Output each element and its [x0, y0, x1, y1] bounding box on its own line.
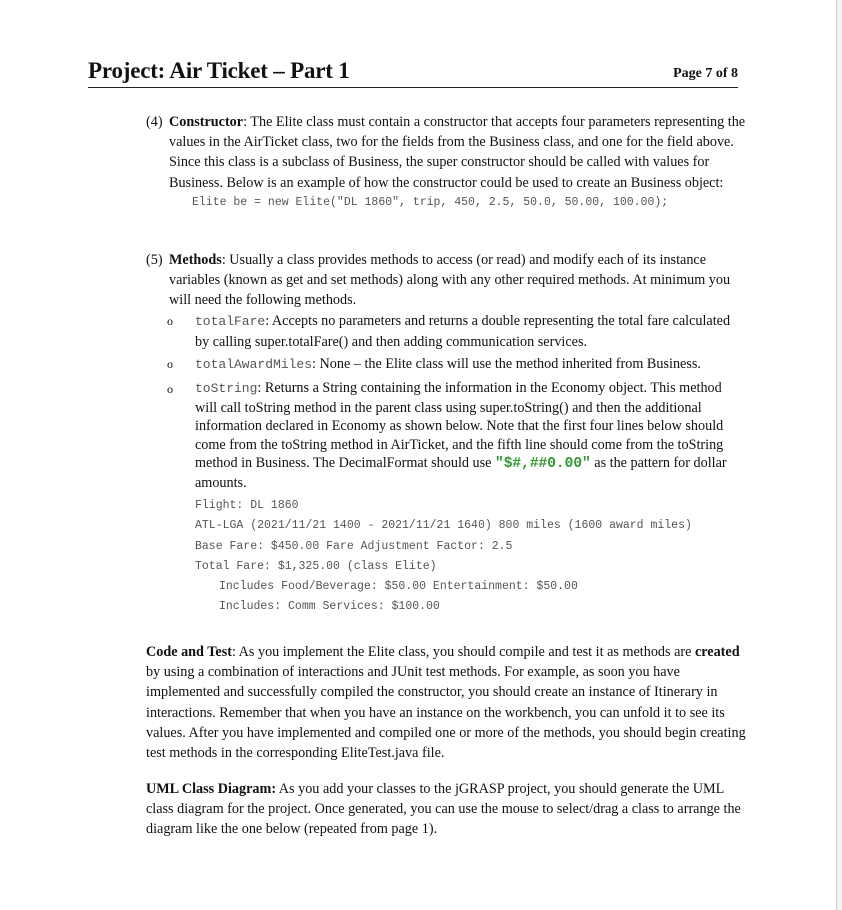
method-desc: : Returns a String containing the information in the Economy object. This method will call toString method in the parent class using super.toString() and then the additional information declared in Economy as shown below. Note that the first four lines below should come from the toString method in AirTicket, and the fifth line should come from the toString method in Business. The DecimalFormat should use [195, 380, 724, 472]
method-desc: : Accepts no parameters and returns a double representing the total fare calculated by calling super.totalFare() and then adding communication services. [195, 312, 731, 350]
section-number: (5) [146, 252, 163, 268]
section-text: : Usually a class provides methods to access (or read) and modify each of its instance variables (known as get and set methods) along with any other required methods. At minimum you will need the following methods. [169, 252, 731, 309]
paragraph-text: : As you implement the Elite class, you should compile and test it as methods are [231, 644, 695, 660]
method-item-tostring [169, 379, 746, 617]
method-name: toString [195, 381, 258, 397]
method-name: totalFare [195, 313, 266, 329]
output-line: ATL-LGA (2021/11/21 1400 - 2021/11/21 1640) 800 miles (1600 award miles) [195, 519, 692, 533]
output-line: Includes Food/Beverage: $50.00 Entertainment: $50.00 [219, 580, 578, 594]
section-number: (4) [146, 114, 163, 130]
method-name: totalAwardMiles [195, 357, 313, 373]
uml-paragraph [146, 779, 746, 840]
paragraph-bold-word: created [694, 644, 740, 660]
page-number: Page 7 of 8 [673, 66, 738, 81]
constructor-section [146, 112, 746, 213]
code-and-test-paragraph [146, 642, 746, 763]
output-line: Flight: DL 1860 [195, 499, 299, 513]
output-line: Base Fare: $450.00 Fare Adjustment Factor: 2.5 [195, 539, 513, 553]
method-desc: : None – the Elite class will use the method inherited from Business. [312, 356, 701, 373]
methods-section [146, 250, 746, 617]
dollar-pattern: "$#,##0.00" [495, 456, 591, 473]
bullet-icon: o [167, 382, 173, 397]
bullet-icon: o [167, 313, 173, 328]
paragraph-text: As you add your classes to the jGRASP project, you should generate the UML class diagram for the project. Once generated, you can use the mouse to select/drag a class to arrange the diagram like the one below (repeated from page 1). [146, 781, 741, 838]
paragraph-term: UML Class Diagram: [146, 781, 277, 797]
page-header [88, 58, 738, 88]
tostring-output-example [195, 496, 746, 617]
section-text: : The Elite class must contain a constructor that accepts four parameters representing the values in the AirTicket class, two for the fields from the Business class, and one for the field above. Since this class is a subclass of Business, the super constructor should be called with values for Business. Below is an example of how the constructor could be used to create an Business object: [169, 114, 746, 191]
section-term: Constructor [169, 114, 244, 130]
paragraph-term: Code and Test [146, 644, 232, 660]
page-title: Project: Air Ticket – Part 1 [88, 58, 350, 83]
paragraph-text: by using a combination of interactions and JUnit test methods. For example, as soon you have implemented and successfully compiled the constructor, you should create an instance of Itinerary in interactions. Remember that when you have an instance on the workbench, you can unfold it to see its values. After you have implemented and compiled one or more of the methods, you should begin creating test methods in the corresponding EliteTest.java file. [146, 664, 746, 762]
output-line: Total Fare: $1,325.00 (class Elite) [195, 559, 437, 573]
method-item-totalfare [169, 311, 746, 352]
output-line: Includes: Comm Services: $100.00 [219, 600, 440, 614]
constructor-code-example: Elite be = new Elite("DL 1860", trip, 450, 2.5, 50.0, 50.00, 100.00); [192, 195, 669, 209]
section-term: Methods [169, 252, 222, 268]
method-desc-end: as the pattern for dollar amounts. [195, 455, 727, 491]
method-item-totalawardmiles [169, 354, 746, 375]
bullet-icon: o [167, 357, 173, 372]
